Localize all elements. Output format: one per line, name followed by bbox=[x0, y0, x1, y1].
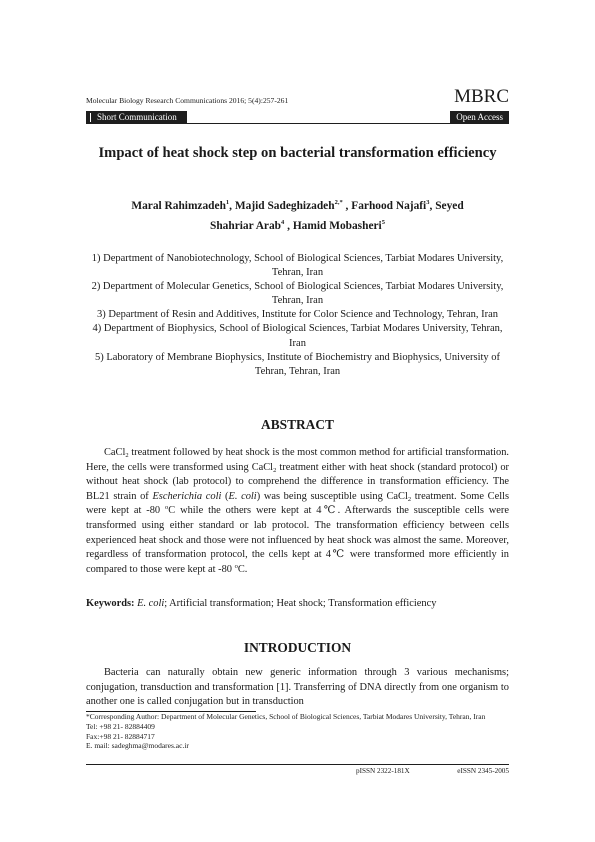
affiliation: 4) Department of Biophysics, School of Biological Sciences, Tarbiat Modares University, Tehran, Iran bbox=[92, 323, 503, 349]
corresponding-author: *Corresponding Author: Department of Molecular Genetics, School of Biological Sciences, Tarbiat Modares University, Tehran, Iran bbox=[86, 712, 486, 721]
abstract-text: ) was being susceptible using CaCl bbox=[256, 490, 408, 502]
author-list bbox=[86, 196, 509, 236]
author-line-1 bbox=[86, 196, 509, 216]
affiliation: 1) Department of Nanobiotechnology, School of Biological Sciences, Tarbiat Modares University, Tehran, Iran bbox=[91, 253, 504, 279]
journal-citation: Molecular Biology Research Communications 2016; 5(4):257-261 bbox=[86, 96, 289, 105]
abstract-text: ( bbox=[221, 490, 229, 502]
footnotes bbox=[86, 712, 509, 751]
abstract-text: C. bbox=[237, 563, 248, 575]
affiliation: 5) Laboratory of Membrane Biophysics, Institute of Biochemistry and Biophysics, University of Tehran, Tehran, Iran bbox=[94, 351, 501, 377]
author-name: Farhood Najafi bbox=[351, 200, 427, 212]
footer-rule bbox=[86, 764, 509, 765]
affiliation: 2) Department of Molecular Genetics, School of Biological Sciences, Tarbiat Modares University, Tehran, Iran bbox=[91, 281, 504, 307]
author-affil-mark: 5 bbox=[381, 219, 385, 226]
author-name-part: Seyed bbox=[435, 200, 464, 212]
author-affil-mark: 1 bbox=[225, 199, 230, 206]
keyword-species: E. coli bbox=[137, 598, 165, 609]
abstract-text: treatment either with heat shock (standard protocol) or without heat shock (lab protocol) to comprehend the difference in transformation efficiency. The BL21 strain of bbox=[86, 461, 510, 502]
author-separator: , bbox=[342, 200, 352, 212]
subscript: 2 bbox=[125, 452, 129, 459]
print-issn: pISSN 2322-181X bbox=[356, 767, 410, 775]
introduction-text: Bacteria can naturally obtain new generic information through 3 various mechanisms; conjugation, transduction and transformation [1]. Transferring of DNA directly from one organism to another one is called conjugation but in transduction bbox=[86, 667, 509, 708]
abstract-text: treatment followed by heat shock is the most common method for artificial transformation. Here, the cells were transformed using CaCl bbox=[86, 447, 509, 473]
paper-title: Impact of heat shock step on bacterial transformation efficiency bbox=[98, 145, 497, 161]
abstract-text: C while the others were kept at 4℃. Afterwards the susceptible cells were transformed using either standard or lab protocol. The transformation efficiency between cells experienced heat shock and those were not influenced by heat shock was almost the same. Moreover, regardless of transformation protocol, the cells kept at 4℃ were transformed more efficiently in compared to those were kept at -80 bbox=[86, 505, 509, 575]
telephone: Tel: +98 21- 82884409 bbox=[86, 721, 155, 731]
author-separator: , bbox=[429, 200, 436, 212]
subscript: 2 bbox=[273, 466, 277, 474]
author-separator: , bbox=[229, 200, 235, 212]
abstract-text: CaCl bbox=[104, 447, 126, 458]
author-affil-mark: 2,* bbox=[334, 199, 343, 206]
article-type-label: Short Communication bbox=[86, 111, 187, 124]
fax: Fax:+98 21- 82884717 bbox=[86, 731, 155, 741]
keywords-label: Keywords: bbox=[86, 598, 135, 609]
author-line-2 bbox=[86, 216, 509, 236]
access-label: Open Access bbox=[450, 111, 509, 124]
author-affil-mark: 3 bbox=[426, 199, 430, 206]
online-issn: eISSN 2345-2005 bbox=[457, 767, 509, 775]
abstract-body bbox=[86, 446, 509, 577]
degree-mark: o bbox=[165, 504, 169, 512]
author-affil-mark: 4 bbox=[281, 219, 285, 226]
affiliation-list bbox=[86, 252, 509, 379]
article-type-band bbox=[86, 111, 509, 124]
abstract-text: treatment. Some Cells were kept at -80 bbox=[86, 490, 510, 517]
keywords-list: ; Artificial transformation; Heat shock; Transformation efficiency bbox=[164, 598, 437, 609]
author-name: Hamid Mobasheri bbox=[292, 220, 382, 232]
degree-mark: o bbox=[234, 562, 238, 570]
introduction-heading: INTRODUCTION bbox=[243, 640, 352, 655]
author-separator: , bbox=[284, 220, 293, 232]
subscript: 2 bbox=[407, 495, 412, 503]
species-name: Escherichia coli bbox=[152, 490, 222, 502]
keywords-line bbox=[86, 598, 509, 609]
abstract-heading: ABSTRACT bbox=[261, 417, 334, 432]
affiliation: 3) Department of Resin and Additives, Institute for Color Science and Technology, Tehran, Iran bbox=[96, 309, 499, 321]
species-abbrev: E. coli bbox=[228, 490, 257, 502]
author-name-part: Shahriar Arab bbox=[210, 220, 282, 232]
author-name: Majid Sadeghizadeh bbox=[234, 200, 335, 212]
email: E. mail: sadeghma@modares.ac.ir bbox=[86, 741, 189, 751]
author-name: Maral Rahimzadeh bbox=[131, 200, 226, 212]
introduction-body bbox=[86, 666, 509, 710]
journal-brand: MBRC bbox=[454, 86, 509, 107]
